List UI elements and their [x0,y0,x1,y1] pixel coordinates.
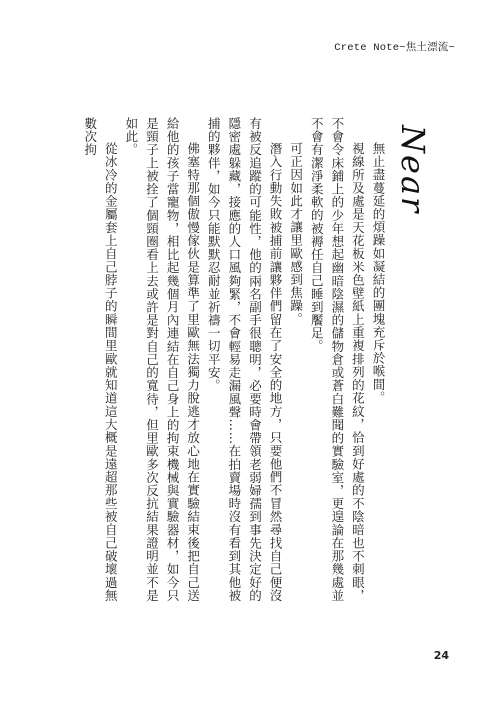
paragraph: 從冰冷的金屬套上自己脖子的瞬間里歐就知道這大概是遠超那些被自己破壞過無數次拘 [82,117,119,602]
body-text [52,117,388,602]
paragraph: 無止盡蔓延的煩躁如凝結的團塊充斥於喉間。 [371,142,386,404]
paragraph: 佛塞特那個傲慢傢伙是算準了里歐無法獨力脫逃才放心地在實驗結束後把自己送給他的孩子當寵物，相比起幾個月內連結在自己身上的拘束機械與實驗器材，如今只是頸子上被拴了個頸圈看上去或許是對自己的寬待，但里歐多次反抗結果證明並不是如此。 [123,117,201,602]
page-number: 24 [433,649,449,662]
running-header: Crete Note~焦土漂流~ [334,42,455,54]
paragraph: 潛入行動失敗被捕前讓夥伴們留在了安全的地方，只要他們不冒然尋找自己便沒有被反追蹤的可能性，他的兩名副手很聰明，必要時會帶領老弱婦孺到事先決定好的隱密處躲藏，接應的人口風夠緊，不會輕易走漏風聲……在拍賣場時沒有看到其他被捕的夥伴，如今只能默默忍耐並祈禱一切平安。 [206,117,284,602]
chapter-title: Near [394,125,432,215]
paragraph: 視線所及處是天花板米色壁紙上重複排列的花紋，恰到好處的不陰暗也不刺眼，不會令床鋪上的少年想起幽暗陰濕的儲物倉或蒼白難聞的實驗室，更遑論在那幾處並不會有潔淨柔軟的被褥任自己睡到饜足。 [309,117,366,602]
paragraph: 可正因如此才讓里歐感到焦躁。 [288,142,304,326]
